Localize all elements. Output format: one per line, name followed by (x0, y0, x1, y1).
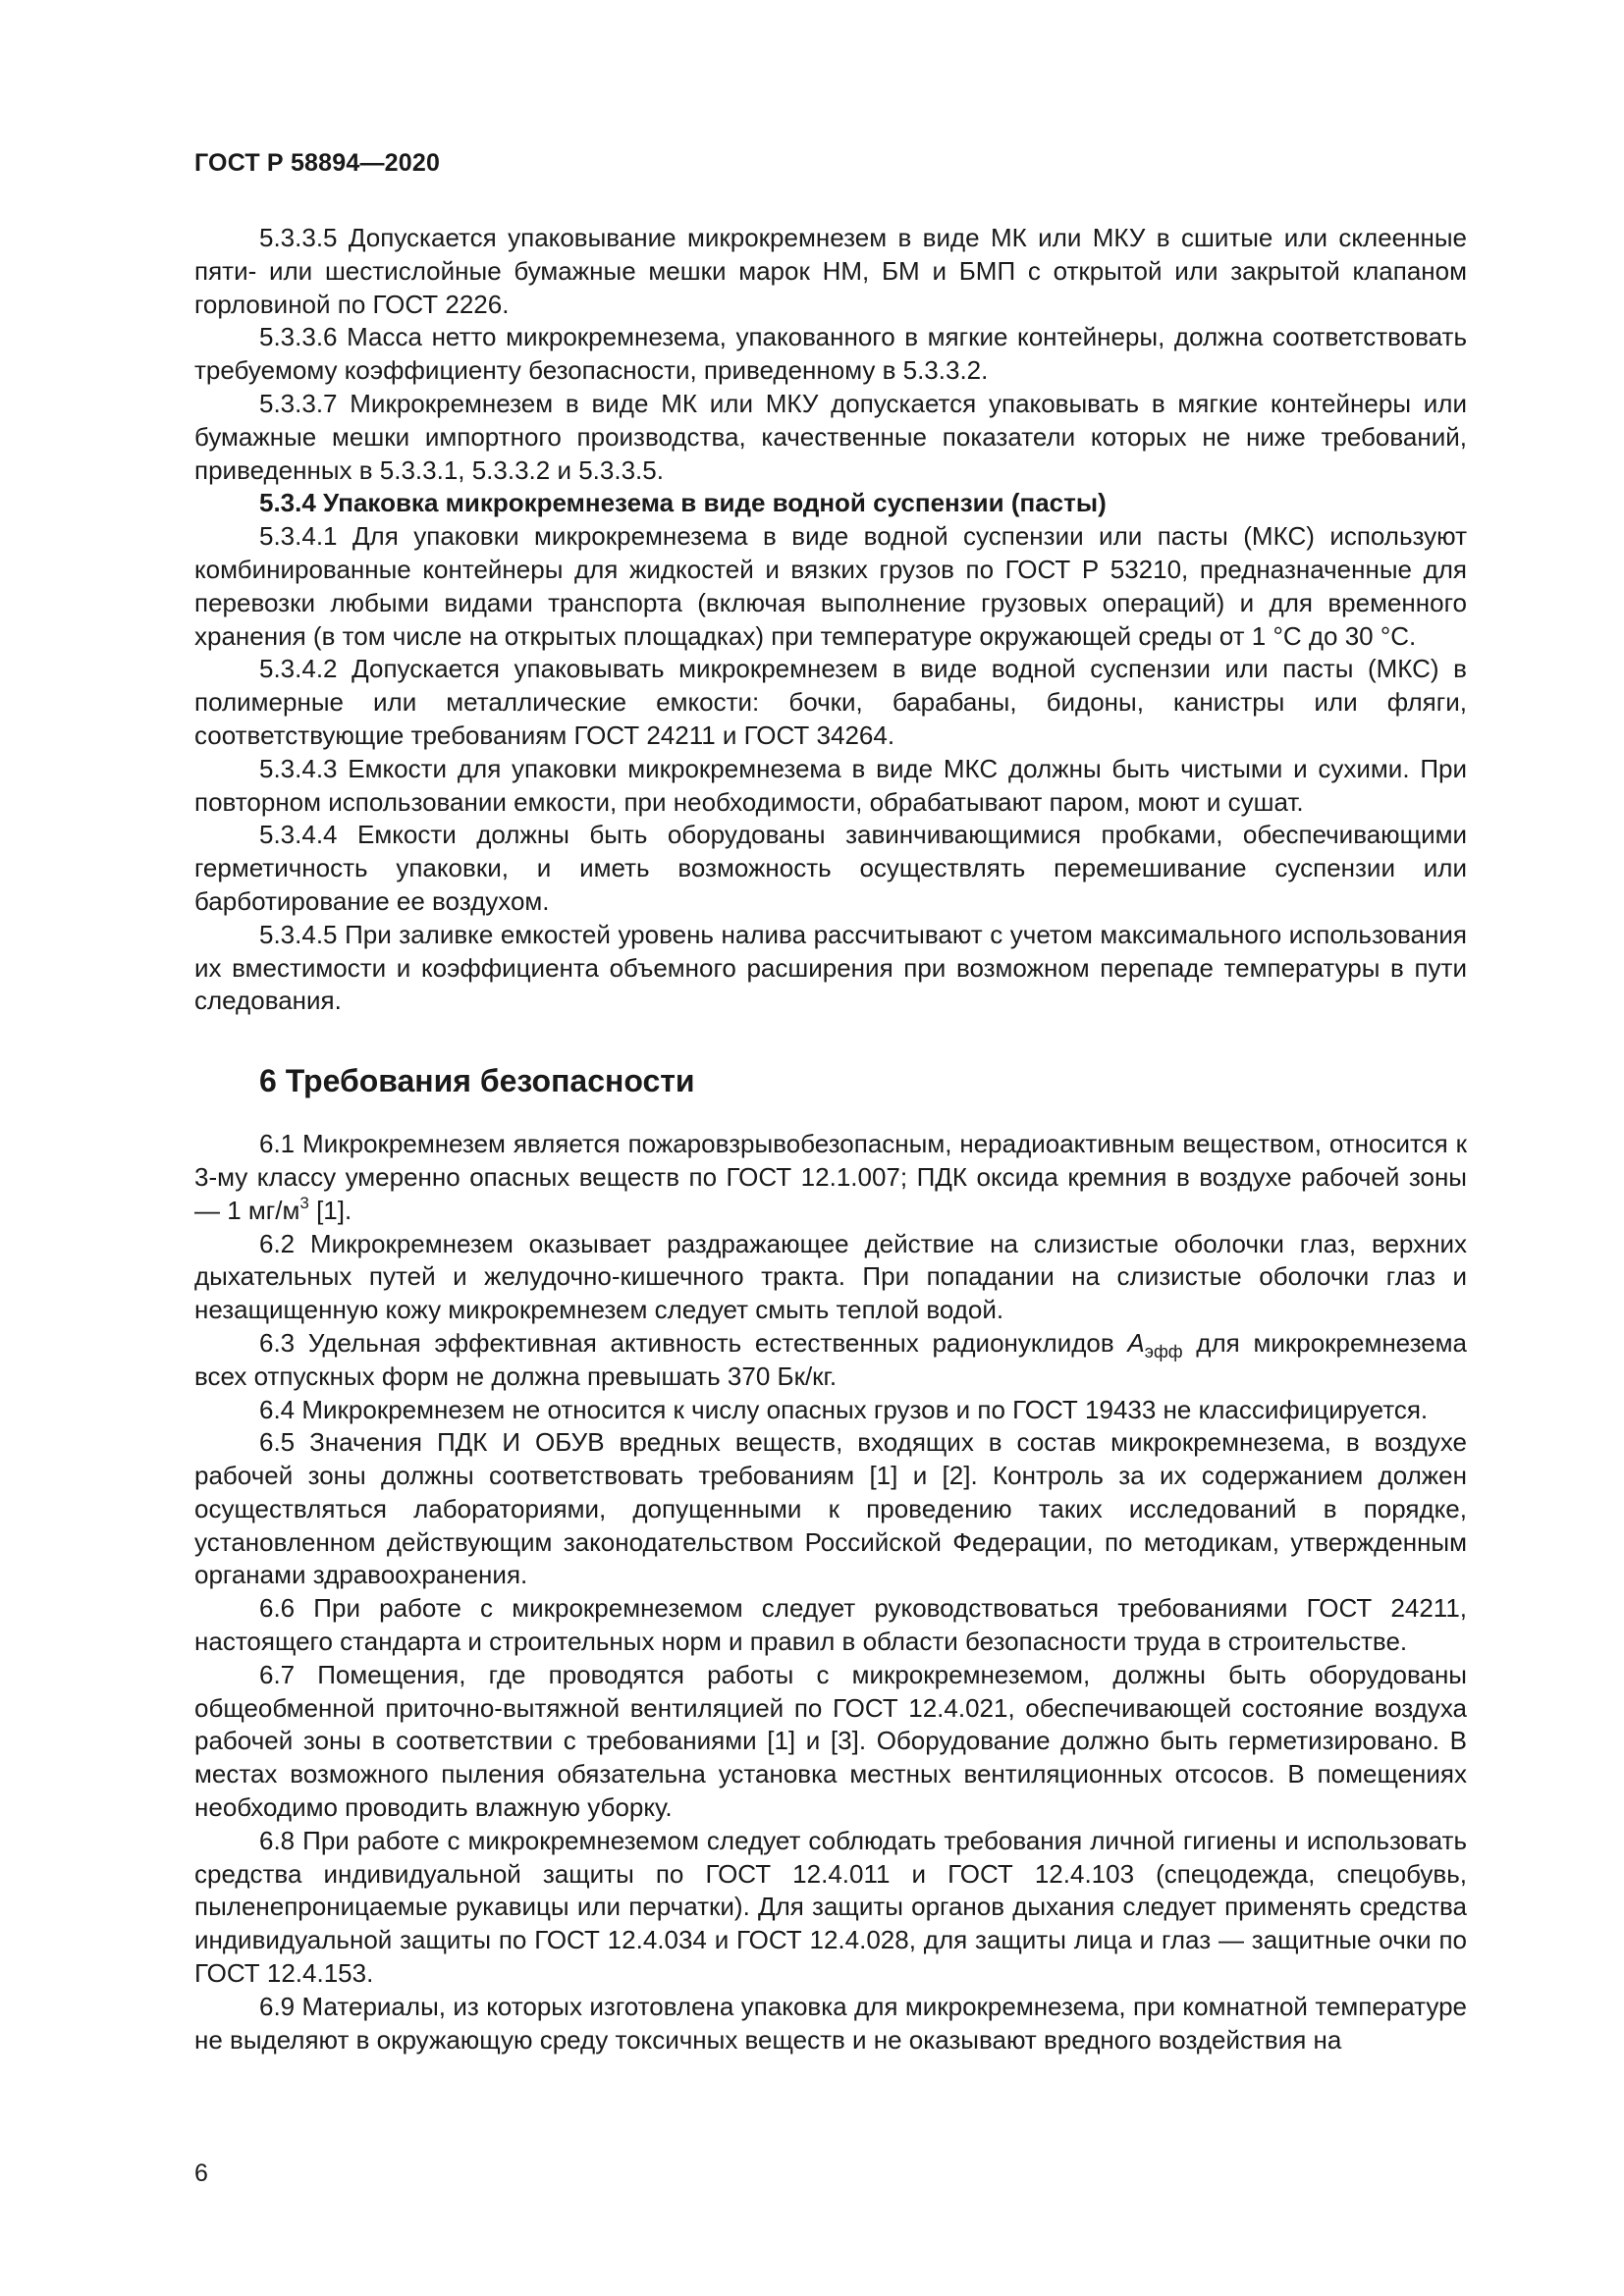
paragraph-6-7: 6.7 Помещения, где проводятся работы с микрокремнеземом, должны быть оборудованы общеобменной приточно-вытяжной вентиляцией по ГОСТ 12.4.021, обеспечивающей состояние воздуха рабочей зоны в соответствии с требованиями [1] и [3]. Оборудование должно быть герметизировано. В местах возможного пыления обязательна установка местных вентиляционных отсосов. В помещениях необходимо проводить влажную уборку. (194, 1659, 1467, 1823)
paragraph-6-3-text: 6.3 Удельная эффективная активность естественных радионуклидов (259, 1327, 1128, 1358)
paragraph-6-9: 6.9 Материалы, из которых изготовлена упаковка для микрокремнезема, при комнатной температуре не выделяют в окружающую среду токсичных веществ и не оказывают вредного воздействия на (194, 1991, 1467, 2055)
paragraph-6-1-text: 6.1 Микрокремнезем является пожаровзрывобезопасным, нерадиоактивным веществом, относится к 3-му классу умеренно опасных веществ по ГОСТ 12.1.007; ПДК оксида кремния в воздухе рабочей зоны — 1 мг/м (194, 1129, 1467, 1225)
paragraph-6-3 (194, 1327, 1467, 1394)
paragraph-5-3-3-5: 5.3.3.5 Допускается упаковывание микрокремнезем в виде МК или МКУ в сшитые или склеенные пяти- или шестислойные бумажные мешки марок НМ, БМ и БМП с открытой или закрытой клапаном горловиной по ГОСТ 2226. (194, 223, 1467, 319)
paragraph-6-5: 6.5 Значения ПДК И ОБУВ вредных веществ, входящих в состав микрокремнезема, в воздухе рабочей зоны должны соответствовать требованиям [1] и [2]. Контроль за их содержанием должен осуществляться лабораториями, допущенными к проведению таких исследований в порядке, установленном действующим законодательством Российской Федерации, по методикам, утвержденным органами здравоохранения. (194, 1427, 1467, 1590)
paragraph-6-1 (194, 1128, 1467, 1227)
activity-subscript: эфф (1144, 1341, 1183, 1362)
paragraph-6-4: 6.4 Микрокремнезем не относится к числу опасных грузов и по ГОСТ 19433 не классифицируется. (259, 1394, 1429, 1424)
paragraph-6-8: 6.8 При работе с микрокремнеземом следует соблюдать требования личной гигиены и использовать средства индивидуальной защиты по ГОСТ 12.4.011 и ГОСТ 12.4.103 (спецодежда, спецобувь, пыленепроницаемые рукавицы или перчатки). Для защиты органов дыхания следует применять средства индивидуальной защиты по ГОСТ 12.4.034 и ГОСТ 12.4.028, для защиты лица и глаз — защитные очки по ГОСТ 12.4.153. (194, 1825, 1467, 1989)
paragraph-5-3-4-4: 5.3.4.4 Емкости должны быть оборудованы завинчивающимися пробками, обеспечивающими герметичность упаковки, и иметь возможность осуществлять перемешивание суспензии или барботирование ее воздухом. (194, 820, 1467, 916)
paragraph-6-6: 6.6 При работе с микрокремнеземом следует руководствоваться требованиями ГОСТ 24211, настоящего стандарта и строительных норм и правил в области безопасности труда в строительстве. (194, 1593, 1467, 1657)
paragraph-5-3-3-7: 5.3.3.7 Микрокремнезем в виде МК или МКУ допускается упаковывать в мягкие контейнеры или бумажные мешки импортного производства, качественные показатели которых не ниже требований, приведенных в 5.3.3.1, 5.3.3.2 и 5.3.3.5. (194, 388, 1467, 485)
page-content (194, 222, 1467, 2056)
activity-symbol: А (1127, 1327, 1145, 1358)
subsection-heading-5-3-4: 5.3.4 Упаковка микрокремнезема в виде водной суспензии (пасты) (259, 488, 1107, 518)
paragraph-5-3-4-1: 5.3.4.1 Для упаковки микрокремнезема в виде водной суспензии или пасты (МКС) используют комбинированные контейнеры для жидкостей и вязких грузов по ГОСТ Р 53210, предназначенные для перевозки любыми видами транспорта (включая выполнение грузовых операций) и для временного хранения (в том числе на открытых площадках) при температуре окружающей среды от 1 °С до 30 °С. (194, 521, 1467, 651)
paragraph-5-3-3-6: 5.3.3.6 Масса нетто микрокремнезема, упакованного в мягкие контейнеры, должна соответствовать требуемому коэффициенту безопасности, приведенному в 5.3.3.2. (194, 322, 1467, 386)
paragraph-5-3-4-2: 5.3.4.2 Допускается упаковывать микрокремнезем в виде водной суспензии или пасты (МКС) в полимерные или металлические емкости: бочки, барабаны, бидоны, канистры или фляги, соответствующие требованиям ГОСТ 24211 и ГОСТ 34264. (194, 654, 1467, 750)
paragraph-5-3-4-5: 5.3.4.5 При заливке емкостей уровень налива рассчитывают с учетом максимального использования их вместимости и коэффициента объемного расширения при возможном перепаде температуры в пути следования. (194, 919, 1467, 1016)
document-header: ГОСТ Р 58894—2020 (194, 149, 441, 177)
superscript-exponent: 3 (299, 1193, 309, 1212)
section-title-6: 6 Требования безопасности (259, 1063, 695, 1099)
paragraph-6-1-tail: [1]. (308, 1195, 352, 1225)
paragraph-6-3-tail: для микрокремнезема всех отпускных форм не должна превышать 370 Бк/кг. (194, 1327, 1467, 1391)
page-number: 6 (194, 2160, 208, 2187)
paragraph-6-2: 6.2 Микрокремнезем оказывает раздражающее действие на слизистые оболочки глаз, верхних дыхательных путей и желудочно-кишечного тракта. При попадании на слизистые оболочки глаз и незащищенную кожу микрокремнезем следует смыть теплой водой. (194, 1228, 1467, 1325)
paragraph-5-3-4-3: 5.3.4.3 Емкости для упаковки микрокремнезема в виде МКС должны быть чистыми и сухими. При повторном использовании емкости, при необходимости, обрабатывают паром, моют и сушат. (194, 753, 1467, 817)
